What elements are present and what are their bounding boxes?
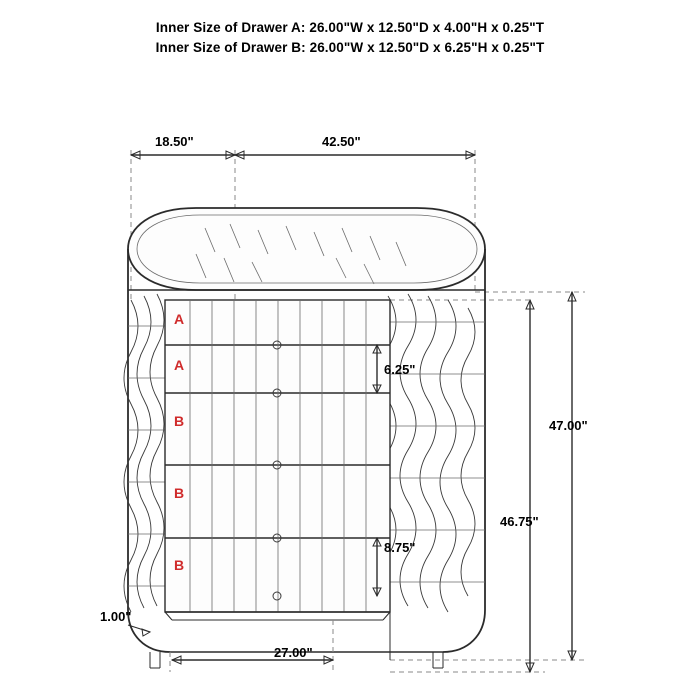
tufting-pattern-right <box>380 294 485 612</box>
drawer-b-inner-size: Inner Size of Drawer B: 26.00"W x 12.50"D x 6.25"H x 0.25"T <box>155 40 545 55</box>
dim-top-right: 42.50" <box>322 134 361 149</box>
drawer-label-1: A <box>174 311 185 327</box>
dim-drawer-small: 6.25" <box>384 362 416 377</box>
dim-top-left: 18.50" <box>155 134 194 149</box>
drawer-a-inner-size: Inner Size of Drawer A: 26.00"W x 12.50"D x 4.00"H x 0.25"T <box>155 20 545 35</box>
drawer-label-3: B <box>174 413 185 429</box>
dim-foot: 1.00" <box>100 609 132 624</box>
drawer-label-5: B <box>174 557 185 573</box>
tufting-pattern-left <box>124 294 168 612</box>
drawer-label-4: B <box>174 485 185 501</box>
dim-right-inner: 46.75" <box>500 514 539 529</box>
dim-right-outer: 47.00" <box>549 418 588 433</box>
right-dimension-group <box>390 292 585 672</box>
drawer-label-2: A <box>174 357 185 373</box>
drawer-stack <box>165 300 390 660</box>
dim-drawer-large: 8.75" <box>384 540 416 555</box>
dim-bottom-width: 27.00" <box>274 645 313 660</box>
